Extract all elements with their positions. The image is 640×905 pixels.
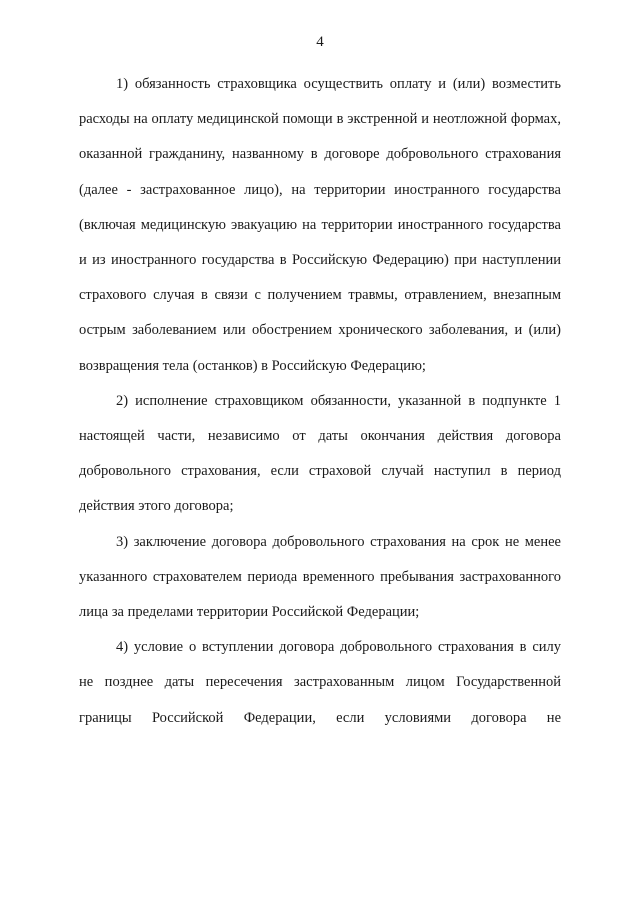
paragraph-4: 4) условие о вступлении договора добровольного страхования в силу не позднее даты пересечения застрахованным лицом Государственной границы Российской Федерации, если условиями договора не xyxy=(79,639,561,726)
document-body xyxy=(79,67,561,736)
paragraph-1: 1) обязанность страховщика осуществить оплату и (или) возместить расходы на оплату медицинской помощи в экстренной и неотложной формах, оказанной гражданину, названному в договоре добровольного страхования (далее - застрахованное лицо), на территории иностранного государства (включая медицинскую эвакуацию на территории иностранного государства и из иностранного государства в Российскую Федерацию) при наступлении страхового случая в связи с получением травмы, отравлением, внезапным острым заболеванием или обострением хронического заболевания, и (или) возвращения тела (останков) в Российскую Федерацию; xyxy=(79,76,561,374)
page-number: 4 xyxy=(316,34,324,50)
paragraph-2: 2) исполнение страховщиком обязанности, указанной в подпункте 1 настоящей части, независимо от даты окончания действия договора добровольного страхования, если страховой случай наступил в период действия этого договора; xyxy=(79,392,561,515)
paragraph-3: 3) заключение договора добровольного страхования на срок не менее указанного страхователем периода временного пребывания застрахованного лица за пределами территории Российской Федерации; xyxy=(79,533,561,621)
